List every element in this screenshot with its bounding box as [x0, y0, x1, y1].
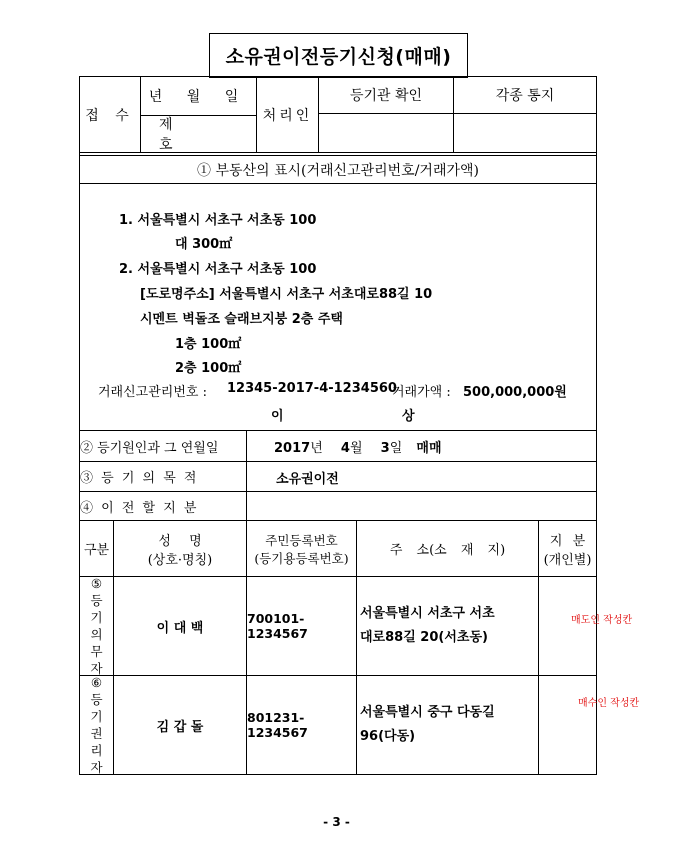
purpose-label: ③ 등 기 의 목 적 [80, 471, 199, 486]
obligee-address: 서울특별시 중구 다동길 96(다동) [360, 705, 495, 744]
trade-no-label: 거래신고관리번호 : [98, 385, 207, 400]
reception-label: 접 수 [85, 107, 135, 124]
seller-note: 매도인 작성칸 [571, 615, 633, 626]
obligor-name: 이 대 백 [156, 620, 204, 636]
property-line-5: 시멘트 벽돌조 슬래브지붕 2층 주택 [140, 312, 343, 327]
col-addr-header: 주 소(소 재 지) [389, 543, 506, 558]
purpose-value: 소유권이전 [276, 472, 339, 487]
obligor-address: 서울특별시 서초구 서초 대로88길 20(서초동) [360, 606, 495, 645]
buyer-note: 매수인 작성칸 [578, 698, 640, 709]
processor-label: 처리인 [262, 107, 313, 124]
trade-price-value: 500,000,000원 [463, 385, 567, 400]
page-number: - 3 - [323, 815, 350, 829]
row-obligee-kind: ⑥ 등 기 권 리 자 [90, 675, 103, 775]
frame-bottom [79, 774, 597, 775]
share-label: ④ 이 전 할 지 분 [80, 500, 199, 516]
col-id-header: 주민등록번호 (등기용등록번호) [254, 532, 349, 566]
notice-label: 각종 통지 [495, 88, 555, 104]
cause-month: 4 [340, 441, 350, 456]
trade-price-label: 거래가액 : [392, 385, 451, 400]
col-name-header: 성 명 (상호·명칭) [147, 533, 213, 568]
cause-label: ② 등기원인과 그 연월일 [80, 440, 219, 456]
property-line-1: 1. 서울특별시 서초구 서초동 100 [119, 213, 317, 228]
reception-number-label: 제 호 [159, 117, 173, 153]
property-line-6: 1층 100㎡ [175, 337, 242, 352]
property-line-3: 2. 서울특별시 서초구 서초동 100 [119, 262, 317, 277]
property-line-2: 대 300㎡ [175, 237, 233, 252]
col-share-header: 지 분 (개인별) [543, 533, 592, 568]
cause-year: 2017 [274, 441, 311, 456]
cause-day: 3 [380, 441, 390, 456]
obligee-name: 김 갑 돌 [156, 719, 204, 735]
obligor-id: 700101-1234567 [247, 611, 308, 641]
property-line-7: 2층 100㎡ [175, 361, 242, 376]
reception-number [141, 116, 256, 152]
trade-no-value: 12345-2017-4-1234560 [227, 381, 397, 396]
cause-date: 2017년 4월 3일 매매 [274, 441, 442, 456]
col-kind-header: 구분 [83, 543, 110, 558]
reception-date-label: 년 월 일 [148, 89, 249, 105]
end-mark-right: 상 [402, 409, 415, 424]
property-line-4: [도로명주소] 서울특별시 서초구 서초대로88길 10 [140, 287, 433, 302]
property-section-header: ① 부동산의 표시(거래신고관리번호/거래가액) [197, 162, 479, 179]
end-mark-left: 이 [271, 409, 284, 424]
obligee-id: 801231-1234567 [247, 710, 308, 740]
cause-type: 매매 [416, 441, 442, 456]
document-title: 소유권이전등기신청(매매) [209, 33, 468, 78]
row-obligor-kind: ⑤ 등 기 의 무 자 [90, 576, 103, 676]
frame-right [596, 76, 597, 775]
registrar-check-label: 등기관 확인 [349, 88, 423, 104]
